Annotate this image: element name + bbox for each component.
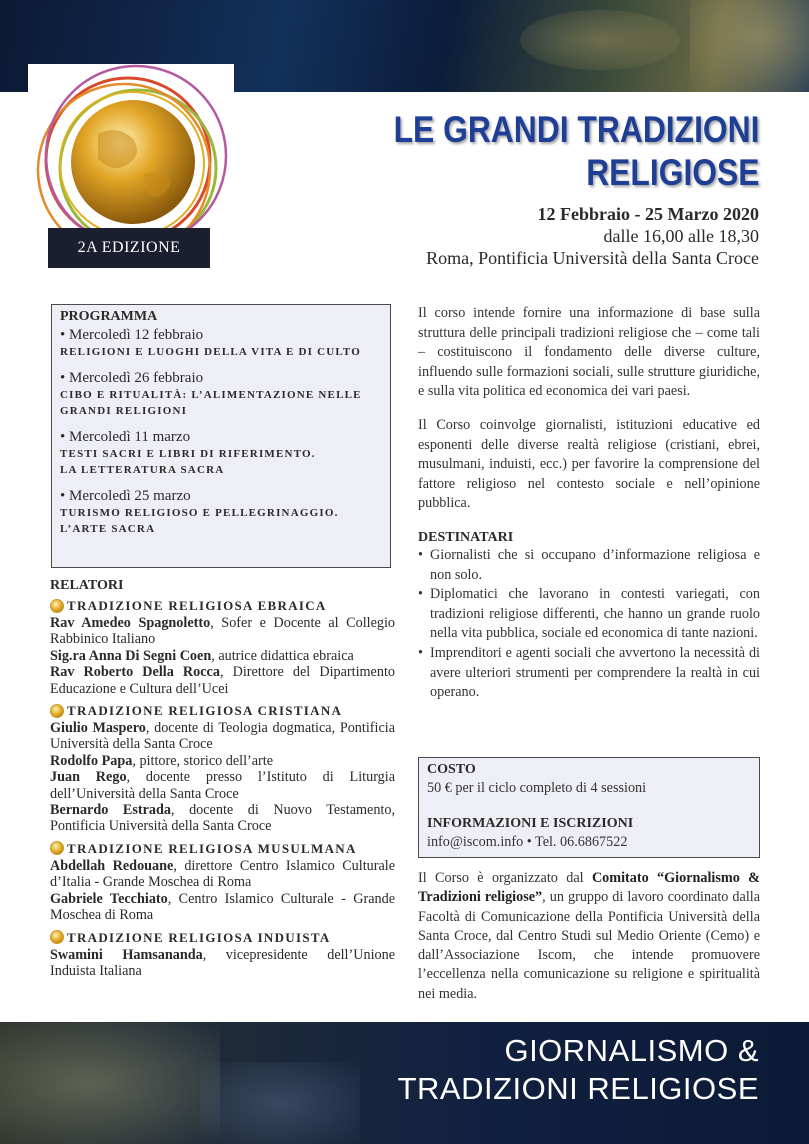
speaker-name: Gabriele Tecchiato — [50, 890, 168, 907]
organizzazione-paragraph — [418, 869, 760, 1004]
speaker — [50, 753, 395, 769]
programma-item — [60, 326, 382, 360]
speaker-name: Rav Amedeo Spagnoletto — [50, 615, 211, 631]
intro-paragraph-1: Il corso intende fornire una informazione di base sulla struttura delle principali tradizioni religiose che – come tali – costituiscono il fondamento delle diverse culture, influendo sulle formazioni sociali, sulle strutture giuridiche, e sulla vita politica ed economica dei vari paesi. — [418, 305, 760, 400]
footer-line-1: GIORNALISMO & — [504, 1033, 759, 1068]
group-title: TRADIZIONE RELIGIOSA MUSULMANA — [67, 840, 357, 856]
speaker-desc: , Direttore del Dipartimento Educazione e Cultura dell’Ucei — [50, 664, 395, 697]
programma-topic: TURISMO RELIGIOSO E PELLEGRINAGGIO. — [60, 507, 339, 519]
spacer — [427, 798, 751, 815]
org-committee: Comitato “Giornalismo & Tradizioni religiose” — [418, 870, 760, 906]
relatori-group-induista — [50, 928, 395, 980]
programma-topic: CIBO E RITUALITÀ: L’ALIMENTAZIONE NELLE — [60, 389, 362, 401]
group-heading — [50, 596, 395, 615]
contact-info: info@iscom.info • Tel. 06.6867522 — [427, 834, 628, 850]
speaker-name: Rodolfo Papa — [50, 752, 133, 769]
group-title: TRADIZIONE RELIGIOSA EBRAICA — [67, 598, 327, 613]
speaker-name: Abdellah Redouane — [50, 857, 174, 874]
programma-item — [60, 428, 382, 478]
costo-box — [418, 757, 760, 858]
programma-date: • Mercoledì 12 febbraio — [60, 327, 204, 343]
bottom-band-highlight — [0, 1022, 220, 1144]
org-text-post: , un gruppo di lavoro coordinato dalla Facoltà di Comunicazione della Pontificia Università della Santa Croce, dal Centro Studi sul Medio Oriente (Cemo) e dall’Associazione Iscom, che intende promuovere l’eccellenza nella comunicazione su religione e spiritualità nei media. — [418, 889, 761, 1002]
speaker-desc: , Sofer e Docente al Collegio Rabbinico Italiano — [50, 615, 396, 648]
programma-date: • Mercoledì 11 marzo — [60, 429, 191, 445]
speaker — [50, 648, 395, 664]
gold-bullet-icon — [50, 704, 64, 718]
org-text-pre: Il Corso è organizzato dal — [418, 870, 592, 886]
top-band-highlight — [520, 10, 680, 70]
intro-paragraph-2: Il Corso coinvolge giornalisti, istituzioni educative ed esponenti delle diverse realtà religiose (cristiani, ebrei, musulmani, induisti, ecc.) per favorire la comprensione del fattore religioso nel contesto sociale e nell’opinione pubblica. — [418, 416, 760, 512]
speaker-desc: , Centro Islamico Culturale - Grande Moschea di Roma — [50, 890, 395, 924]
info-heading: INFORMAZIONI E ISCRIZIONI — [427, 816, 634, 831]
gold-bullet-icon — [50, 930, 64, 944]
group-heading — [50, 928, 395, 947]
speaker-desc: , docente di Nuovo Testamento, Pontificia Università della Santa Croce — [50, 802, 395, 835]
footer-title — [398, 1032, 759, 1108]
costo-text: 50 € per il ciclo completo di 4 sessioni — [427, 780, 647, 796]
group-title: TRADIZIONE RELIGIOSA CRISTIANA — [67, 703, 343, 719]
event-details — [426, 203, 759, 269]
list-item: • Diplomatici che lavorano in contesti variegati, con tradizioni religiose differenti, che hanno un grande ruolo nella vita pubblica, sociale ed economica di tante nazioni. — [418, 585, 760, 644]
relatori-section — [50, 578, 395, 983]
programma-date: • Mercoledì 25 marzo — [60, 488, 191, 504]
date-range: 12 Febbraio - 25 Marzo 2020 — [537, 204, 759, 224]
speaker — [50, 664, 395, 697]
footer-line-2: TRADIZIONI RELIGIOSE — [397, 1071, 759, 1106]
group-title: TRADIZIONE RELIGIOSA INDUISTA — [67, 929, 331, 945]
speaker-desc: , docente presso l’Istituto di Liturgia dell’Università della Santa Croce — [50, 769, 395, 802]
programma-date: • Mercoledì 26 febbraio — [60, 370, 204, 386]
list-item: • Giornalisti che si occupano d’informazione religiosa e non solo. — [418, 546, 760, 585]
spacer — [418, 402, 760, 416]
event-time: dalle 16,00 alle 18,30 — [603, 226, 759, 246]
relatori-heading: RELATORI — [50, 578, 124, 593]
right-column — [418, 304, 760, 703]
speaker — [50, 615, 395, 648]
programma-item — [60, 487, 382, 537]
speaker — [50, 858, 395, 891]
speaker-desc: , docente di Teologia dogmatica, Pontificia Università della Santa Croce — [50, 720, 395, 753]
relatori-group-ebraica — [50, 596, 395, 697]
spacer — [418, 514, 760, 528]
relatori-group-musulmana — [50, 839, 395, 924]
speaker-desc: , direttore Centro Islamico Culturale d’Italia - Grande Moschea di Roma — [50, 857, 395, 891]
programma-topic: TESTI SACRI E LIBRI DI RIFERIMENTO. — [60, 448, 316, 460]
speaker-name: Sig.ra Anna Di Segni Coen — [50, 647, 212, 664]
speaker — [50, 802, 395, 835]
relatori-group-cristiana — [50, 701, 395, 835]
programma-item — [60, 369, 382, 419]
programma-topic-cont: GRANDI RELIGIONI — [60, 405, 188, 417]
title-line-2: RELIGIOSE — [585, 152, 759, 193]
gold-bullet-icon — [50, 599, 64, 613]
programma-topic-cont: L’ARTE SACRA — [60, 523, 156, 535]
speaker — [50, 947, 395, 980]
gold-bullet-icon — [50, 841, 64, 855]
bottom-band-highlight-2 — [200, 1062, 360, 1144]
speaker — [50, 720, 395, 753]
top-band-highlight-right — [690, 0, 809, 92]
title-line-1: LE GRANDI TRADIZIONI — [393, 109, 759, 150]
speaker-name: Giulio Maspero — [50, 720, 146, 737]
speaker-desc: , vicepresidente dell’Unione Induista Italiana — [50, 946, 395, 979]
event-place: Roma, Pontificia Università della Santa Croce — [426, 248, 759, 268]
programma-topic-cont: LA LETTERATURA SACRA — [60, 464, 225, 476]
speaker — [50, 891, 395, 924]
costo-heading: COSTO — [427, 762, 476, 777]
list-item: • Imprenditori e agenti sociali che avvertono la necessità di avere ulteriori strumenti per comprendere la realtà in cui operano. — [418, 644, 760, 703]
edition-badge: 2A EDIZIONE — [48, 228, 210, 268]
speaker-name: Rav Roberto Della Rocca — [50, 664, 220, 681]
speaker-name: Bernardo Estrada — [50, 802, 171, 819]
programma-topic: RELIGIONI E LUOGHI DELLA VITA E DI CULTO — [60, 346, 361, 358]
speaker-name: Swamini Hamsananda — [50, 946, 203, 963]
speaker-desc: , autrice didattica ebraica — [211, 647, 354, 664]
page-title — [393, 108, 759, 194]
destinatari-heading: DESTINATARI — [418, 529, 514, 545]
group-heading — [50, 701, 395, 720]
programma-box — [51, 304, 391, 568]
speaker — [50, 769, 395, 802]
destinatari-list — [418, 546, 760, 703]
programma-heading: PROGRAMMA — [60, 309, 158, 324]
speaker-name: Juan Rego — [50, 769, 127, 786]
group-heading — [50, 839, 395, 858]
speaker-desc: , pittore, storico dell’arte — [132, 752, 274, 769]
